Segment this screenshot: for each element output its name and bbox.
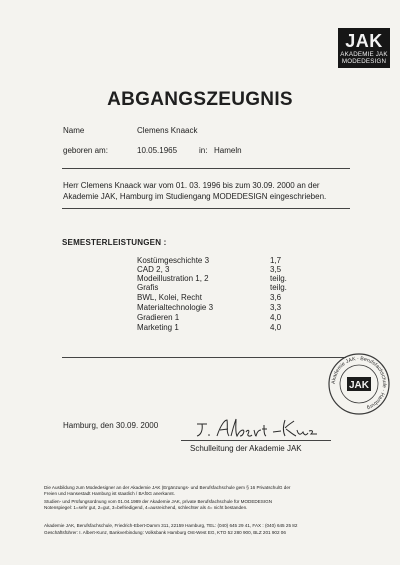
- footer-note: Freien und Hansestadt Hamburg ist staatlich / BAföG anerkannt.: [44, 491, 175, 496]
- subject-name: Materialtechnologie 3: [137, 303, 214, 312]
- enrollment-statement-line-2: Akademie JAK, Hamburg im Studiengang MODEDESIGN eingeschrieben.: [63, 192, 327, 201]
- born-label: geboren am:: [63, 146, 108, 155]
- subject-grade: 3,5: [270, 265, 282, 274]
- birthplace-value: Hameln: [214, 146, 242, 155]
- subject-grade: 1,7: [270, 256, 282, 265]
- subject-grade: 3,3: [270, 303, 282, 312]
- stamp-center-text: JAK: [348, 380, 370, 391]
- stamp-ring-text: Akademie JAK · Berufsfachschule · Hamburg: [330, 355, 388, 411]
- logo-mark: JAK: [345, 31, 383, 51]
- logo-line-1: AKADEMIE JAK: [340, 51, 388, 58]
- divider-line: [62, 357, 346, 358]
- subject-name: Gradieren 1: [137, 313, 180, 322]
- name-value: Clemens Knaack: [137, 126, 198, 135]
- logo-line-2: MODEDESIGN: [341, 58, 387, 65]
- footer-address: Akademie JAK, Berufsfachschule, Friedrich-Ebert-Damm 311, 22159 Hamburg, TEL: (040) 645 29 41, FAX : (040) 645 25 82: [44, 523, 298, 528]
- subject-grade: teilg.: [270, 283, 287, 292]
- signature-caption: Schulleitung der Akademie JAK: [190, 444, 302, 453]
- official-stamp: [327, 352, 391, 416]
- subject-grade: teilg.: [270, 274, 287, 283]
- subject-name: CAD 2, 3: [137, 265, 170, 274]
- subject-name: Grafis: [137, 283, 159, 292]
- divider-line: [62, 208, 350, 209]
- birthplace-label: in:: [199, 146, 208, 155]
- document-title: ABGANGSZEUGNIS: [107, 89, 293, 110]
- subject-grade: 3,6: [270, 293, 282, 302]
- subject-name: Modeillustration 1, 2: [137, 274, 209, 283]
- subject-name: BWL, Kolei, Recht: [137, 293, 202, 302]
- grades-heading: SEMESTERLEISTUNGEN :: [62, 238, 167, 247]
- footer-management: Geschäftsführer: I. Albert-Kunz, Bankverbindung: Volksbank Hamburg Ost-West EG, KTO 52 280 900, BLZ 201 902 06: [44, 530, 286, 535]
- place-and-date: Hamburg, den 30.09. 2000: [63, 421, 159, 430]
- signature-line: [181, 440, 331, 441]
- footer-note: Die Ausbildung zum Modedesigner an der Akademie JAK (Ergänzungs- und Berufsfachschule gem § 16 PrivatschulG der: [44, 485, 291, 490]
- subject-grade: 4,0: [270, 313, 282, 322]
- akademie-jak-logo: [338, 28, 390, 68]
- footer-note: Notenspiegel: 1=sehr gut, 2=gut, 3=befriedigend, 4=ausreichend, schlechter als 4= nicht bestanden.: [44, 505, 248, 510]
- born-date: 10.05.1965: [137, 146, 178, 155]
- handwritten-signature: [193, 416, 323, 440]
- enrollment-statement-line-1: Herr Clemens Knaack war vom 01. 03. 1996 bis zum 30.09. 2000 an der: [63, 181, 320, 190]
- subject-name: Marketing 1: [137, 323, 179, 332]
- name-label: Name: [63, 126, 85, 135]
- subject-grade: 4,0: [270, 323, 282, 332]
- subject-name: Kostümgeschichte 3: [137, 256, 210, 265]
- footer-note: Studien- und Prüfungsordnung vom 01.04.1989 der Akademie JAK, private Berufsfachschule für MODEDESIGN: [44, 499, 273, 504]
- divider-line: [62, 168, 350, 169]
